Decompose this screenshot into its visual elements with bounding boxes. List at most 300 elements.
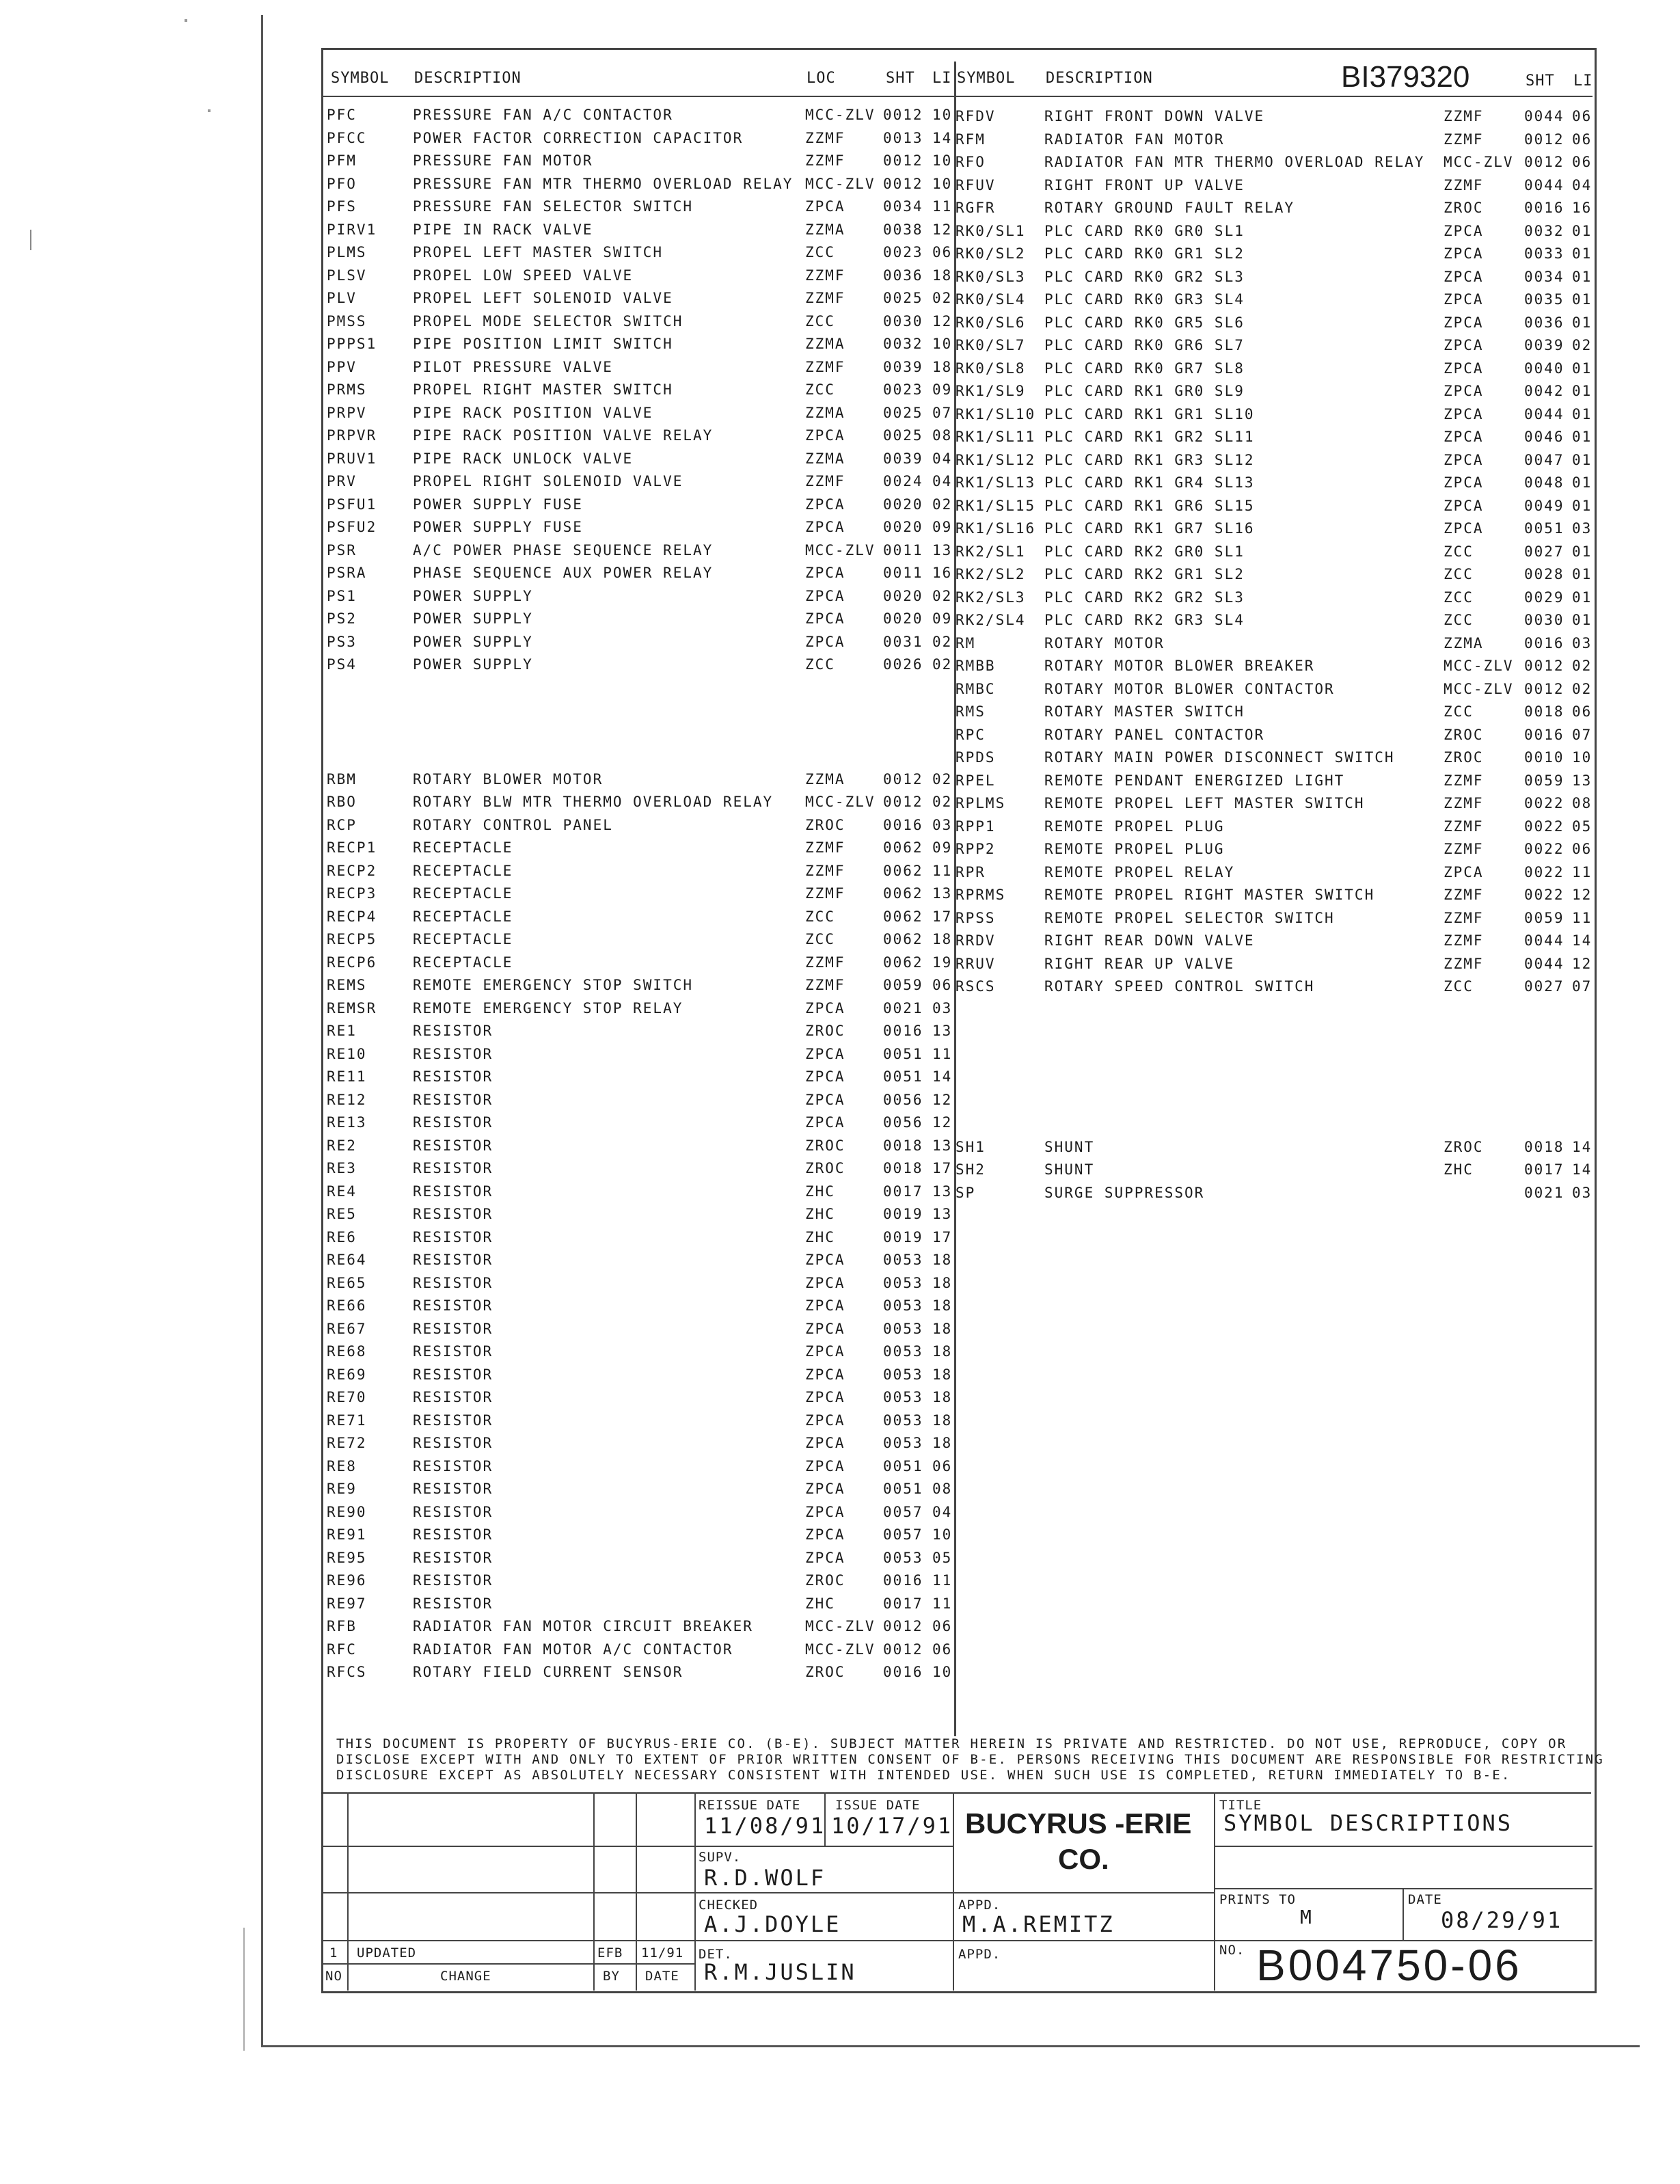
right-row-symbol: RK0/SL2 <box>956 245 1026 262</box>
left-row-sheet: 0013 <box>883 129 923 146</box>
right-row-description: REMOTE PROPEL SELECTOR SWITCH <box>1044 909 1335 926</box>
left-row-description: REMOTE EMERGENCY STOP RELAY <box>413 999 683 1016</box>
left-row-line: 18 <box>932 1252 953 1268</box>
right-row-location: ZHC <box>1444 1161 1474 1178</box>
left-row-description: RESISTOR <box>413 1160 493 1176</box>
left-row-description: ROTARY CONTROL PANEL <box>413 816 613 833</box>
right-row-symbol: RK1/SL13 <box>956 474 1036 491</box>
left-row-sheet: 0062 <box>883 954 923 971</box>
left-row-symbol: PSFU2 <box>327 519 377 535</box>
right-row-location: ZPCA <box>1444 360 1484 377</box>
left-row-line: 10 <box>932 152 953 169</box>
left-row-sheet: 0026 <box>883 656 923 673</box>
right-row-description: PLC CARD RK0 GR2 SL3 <box>1044 268 1245 285</box>
left-row-sheet: 0012 <box>883 175 923 192</box>
left-row-description: RADIATOR FAN MOTOR A/C CONTACTOR <box>413 1641 733 1658</box>
right-row-sheet: 0016 <box>1524 726 1564 743</box>
right-row-location: ZCC <box>1444 703 1474 720</box>
right-row-location: ZPCA <box>1444 520 1484 537</box>
left-row-description: RESISTOR <box>413 1572 493 1589</box>
tb-line <box>636 1792 637 1991</box>
left-row-location: ZCC <box>805 908 835 925</box>
right-row-location: ZZMF <box>1444 955 1484 972</box>
right-row-line: 11 <box>1572 909 1593 926</box>
left-row-line: 08 <box>932 427 953 444</box>
right-row-location: ZZMF <box>1444 176 1484 193</box>
left-row-line: 10 <box>932 175 953 192</box>
rev-no: 1 <box>329 1945 338 1960</box>
left-row-sheet: 0025 <box>883 290 923 306</box>
left-row-symbol: RE10 <box>327 1045 367 1062</box>
right-row-line: 01 <box>1572 589 1593 606</box>
right-row-description: PLC CARD RK1 GR4 SL13 <box>1044 474 1255 491</box>
rev-change: UPDATED <box>357 1945 417 1960</box>
left-row-symbol: RFCS <box>327 1664 367 1680</box>
left-row-location: ZZMF <box>805 358 845 375</box>
left-row-symbol: RFC <box>327 1641 357 1658</box>
right-row-sheet: 0027 <box>1524 543 1564 560</box>
right-row-sheet: 0044 <box>1524 176 1564 193</box>
date-value: 08/29/91 <box>1441 1907 1563 1933</box>
issue-date-label: ISSUE DATE <box>835 1798 921 1813</box>
right-row-location: ZZMF <box>1444 108 1484 124</box>
right-row-location: ZCC <box>1444 543 1474 560</box>
right-row-description: PLC CARD RK1 GR2 SL11 <box>1044 429 1255 445</box>
left-row-symbol: PS3 <box>327 633 357 650</box>
left-row-line: 02 <box>932 633 953 650</box>
right-row-line: 01 <box>1572 383 1593 399</box>
supv-label: SUPV. <box>699 1850 742 1865</box>
right-row-line: 01 <box>1572 612 1593 628</box>
header-li-left: LI <box>932 70 952 87</box>
right-row-sheet: 0022 <box>1524 818 1564 835</box>
left-row-description: RESISTOR <box>413 1366 493 1383</box>
right-row-location: ZZMF <box>1444 131 1484 148</box>
left-row-description: REMOTE EMERGENCY STOP SWITCH <box>413 977 694 993</box>
right-row-location: ZROC <box>1444 200 1484 216</box>
right-row-sheet: 0029 <box>1524 589 1564 606</box>
left-row-sheet: 0023 <box>883 244 923 260</box>
left-row-location: ZPCA <box>805 1435 845 1451</box>
right-row-line: 03 <box>1572 520 1593 537</box>
left-row-symbol: RE4 <box>327 1183 357 1200</box>
right-row-sheet: 0040 <box>1524 360 1564 377</box>
right-row-line: 12 <box>1572 955 1593 972</box>
right-row-symbol: RK1/SL12 <box>956 451 1036 468</box>
left-row-description: RECEPTACLE <box>413 931 513 947</box>
title-label: TITLE <box>1219 1798 1262 1813</box>
right-row-description: ROTARY MOTOR <box>1044 634 1165 651</box>
right-row-location: ZPCA <box>1444 497 1484 514</box>
left-row-description: RESISTOR <box>413 1274 493 1291</box>
header-sht-left: SHT <box>886 70 915 87</box>
right-row-line: 14 <box>1572 1138 1593 1155</box>
right-row-description: RIGHT FRONT DOWN VALVE <box>1044 108 1265 124</box>
right-row-line: 01 <box>1572 245 1593 262</box>
right-row-location: MCC-ZLV <box>1444 680 1514 697</box>
left-row-line: 18 <box>932 1435 953 1451</box>
left-row-symbol: PFCC <box>327 129 367 146</box>
left-row-symbol: REMSR <box>327 999 377 1016</box>
left-row-description: RESISTOR <box>413 1435 493 1451</box>
left-row-sheet: 0020 <box>883 519 923 535</box>
right-row-symbol: RPC <box>956 726 986 743</box>
right-row-line: 03 <box>1572 634 1593 651</box>
left-row-description: RESISTOR <box>413 1389 493 1405</box>
header-symbol-left: SYMBOL <box>331 70 390 87</box>
left-row-location: ZPCA <box>805 1252 845 1268</box>
prints-to-label: PRINTS TO <box>1219 1892 1296 1907</box>
right-row-sheet: 0018 <box>1524 1138 1564 1155</box>
right-row-line: 06 <box>1572 131 1593 148</box>
left-row-symbol: PSRA <box>327 565 367 581</box>
left-row-line: 13 <box>932 1206 953 1222</box>
left-row-description: RECEPTACLE <box>413 954 513 971</box>
right-row-location: ZZMA <box>1444 634 1484 651</box>
right-row-location: ZZMF <box>1444 887 1484 903</box>
left-row-location: ZCC <box>805 381 835 398</box>
left-row-description: RESISTOR <box>413 1595 493 1612</box>
prints-to: M <box>1300 1906 1314 1928</box>
right-row-line: 01 <box>1572 291 1593 308</box>
left-row-symbol: PFM <box>327 152 357 169</box>
scan-mark <box>30 230 31 250</box>
left-row-line: 18 <box>932 1366 953 1383</box>
left-row-symbol: RE66 <box>327 1297 367 1314</box>
right-row-sheet: 0012 <box>1524 131 1564 148</box>
right-row-line: 01 <box>1572 451 1593 468</box>
right-row-line: 01 <box>1572 429 1593 445</box>
left-row-symbol: RE72 <box>327 1435 367 1451</box>
right-row-line: 02 <box>1572 337 1593 353</box>
right-row-location: ZCC <box>1444 612 1474 628</box>
left-row-line: 18 <box>932 931 953 947</box>
left-row-description: RESISTOR <box>413 1091 493 1108</box>
left-row-line: 11 <box>932 1572 953 1589</box>
right-row-line: 01 <box>1572 405 1593 422</box>
right-row-description: SHUNT <box>1044 1161 1095 1178</box>
right-row-line: 01 <box>1572 222 1593 239</box>
right-row-sheet: 0022 <box>1524 863 1564 880</box>
right-row-symbol: RK1/SL10 <box>956 405 1036 422</box>
left-row-location: ZPCA <box>805 1481 845 1497</box>
right-row-symbol: RK2/SL3 <box>956 589 1026 606</box>
left-row-line: 18 <box>932 1297 953 1314</box>
left-row-line: 13 <box>932 885 953 902</box>
left-row-symbol: RE70 <box>327 1389 367 1405</box>
right-row-description: SURGE SUPPRESSOR <box>1044 1184 1205 1201</box>
left-row-line: 06 <box>932 977 953 993</box>
left-row-description: PRESSURE FAN MOTOR <box>413 152 593 169</box>
right-row-sheet: 0044 <box>1524 932 1564 949</box>
left-row-symbol: RECP6 <box>327 954 377 971</box>
right-row-sheet: 0022 <box>1524 795 1564 811</box>
left-row-symbol: PRUV1 <box>327 450 377 467</box>
right-row-sheet: 0010 <box>1524 749 1564 766</box>
left-row-line: 02 <box>932 496 953 513</box>
rev-date: 11/91 <box>641 1945 684 1960</box>
left-row-line: 19 <box>932 954 953 971</box>
right-row-location: ZZMF <box>1444 932 1484 949</box>
left-row-location: ZPCA <box>805 496 845 513</box>
left-row-symbol: PS2 <box>327 610 357 627</box>
left-row-location: ZPCA <box>805 1549 845 1566</box>
left-row-description: PIPE POSITION LIMIT SWITCH <box>413 336 673 352</box>
left-row-location: ZZMA <box>805 336 845 352</box>
left-row-description: POWER SUPPLY <box>413 633 533 650</box>
right-row-symbol: SH2 <box>956 1161 986 1178</box>
left-row-sheet: 0062 <box>883 862 923 879</box>
right-row-line: 06 <box>1572 703 1593 720</box>
right-row-line: 13 <box>1572 772 1593 789</box>
right-row-description: ROTARY GROUND FAULT RELAY <box>1044 200 1295 216</box>
left-row-line: 12 <box>932 221 953 238</box>
left-row-location: ZPCA <box>805 1045 845 1062</box>
right-row-sheet: 0051 <box>1524 520 1564 537</box>
left-row-description: RESISTOR <box>413 1068 493 1085</box>
left-row-description: PIPE IN RACK VALVE <box>413 221 593 238</box>
right-row-location: ZPCA <box>1444 245 1484 262</box>
left-row-description: RESISTOR <box>413 1252 493 1268</box>
left-row-symbol: RFB <box>327 1618 357 1634</box>
right-row-line: 02 <box>1572 680 1593 697</box>
left-row-line: 04 <box>932 473 953 489</box>
tb-line <box>1214 1888 1593 1889</box>
left-row-sheet: 0012 <box>883 1618 923 1634</box>
right-row-sheet: 0012 <box>1524 680 1564 697</box>
right-row-line: 14 <box>1572 1161 1593 1178</box>
left-row-description: RECEPTACLE <box>413 862 513 879</box>
right-row-symbol: RPEL <box>956 772 996 789</box>
tb-line <box>321 1892 1214 1893</box>
right-row-sheet: 0021 <box>1524 1184 1564 1201</box>
left-row-symbol: RECP4 <box>327 908 377 925</box>
left-row-sheet: 0012 <box>883 770 923 787</box>
right-row-description: PLC CARD RK2 GR3 SL4 <box>1044 612 1245 628</box>
left-row-line: 17 <box>932 1160 953 1176</box>
left-row-description: PROPEL RIGHT SOLENOID VALVE <box>413 473 683 489</box>
right-row-symbol: RK1/SL16 <box>956 520 1036 537</box>
left-row-sheet: 0053 <box>883 1549 923 1566</box>
header-loc-left: LOC <box>807 70 836 87</box>
left-row-line: 18 <box>932 1274 953 1291</box>
right-row-sheet: 0059 <box>1524 909 1564 926</box>
left-row-location: ZPCA <box>805 1389 845 1405</box>
left-row-sheet: 0053 <box>883 1274 923 1291</box>
left-row-sheet: 0031 <box>883 633 923 650</box>
right-row-line: 01 <box>1572 268 1593 285</box>
left-row-description: PIPE RACK POSITION VALVE RELAY <box>413 427 714 444</box>
right-row-line: 01 <box>1572 474 1593 491</box>
left-row-line: 02 <box>932 290 953 306</box>
left-row-description: PROPEL MODE SELECTOR SWITCH <box>413 312 683 329</box>
right-row-location: ZCC <box>1444 978 1474 995</box>
left-row-location: ZPCA <box>805 633 845 650</box>
left-row-symbol: RBM <box>327 770 357 787</box>
left-row-line: 18 <box>932 1320 953 1337</box>
scan-speck <box>208 109 211 112</box>
right-row-location: ZCC <box>1444 589 1474 606</box>
right-row-symbol: RK0/SL7 <box>956 337 1026 353</box>
left-row-description: RESISTOR <box>413 1526 493 1543</box>
right-row-description: PLC CARD RK2 GR1 SL2 <box>1044 566 1245 582</box>
right-row-description: REMOTE PENDANT ENERGIZED LIGHT <box>1044 772 1345 789</box>
left-row-symbol: PFO <box>327 175 357 192</box>
reissue-date: 11/08/91 <box>704 1813 826 1839</box>
left-row-sheet: 0051 <box>883 1068 923 1085</box>
left-row-line: 13 <box>932 541 953 558</box>
left-row-symbol: PRV <box>327 473 357 489</box>
drawing-title: SYMBOL DESCRIPTIONS <box>1223 1810 1513 1836</box>
left-row-location: MCC-ZLV <box>805 794 876 810</box>
right-row-symbol: RSCS <box>956 978 996 995</box>
right-row-symbol: RRDV <box>956 932 996 949</box>
left-row-line: 06 <box>932 1641 953 1658</box>
right-row-line: 14 <box>1572 932 1593 949</box>
left-row-sheet: 0011 <box>883 541 923 558</box>
left-row-symbol: RE96 <box>327 1572 367 1589</box>
left-row-line: 18 <box>932 358 953 375</box>
right-row-location: ZROC <box>1444 726 1484 743</box>
right-row-line: 08 <box>1572 795 1593 811</box>
left-row-description: POWER SUPPLY <box>413 610 533 627</box>
checked-name: A.J.DOYLE <box>704 1911 841 1937</box>
left-row-line: 10 <box>932 1526 953 1543</box>
header-symbol-right: SYMBOL <box>957 70 1016 87</box>
left-row-symbol: RE9 <box>327 1481 357 1497</box>
left-row-symbol: RECP3 <box>327 885 377 902</box>
right-row-description: PLC CARD RK1 GR3 SL12 <box>1044 451 1255 468</box>
left-row-description: POWER SUPPLY <box>413 656 533 673</box>
left-row-sheet: 0020 <box>883 587 923 604</box>
left-row-sheet: 0024 <box>883 473 923 489</box>
date-label: DATE <box>1408 1892 1442 1907</box>
left-row-description: RESISTOR <box>413 1481 493 1497</box>
right-row-sheet: 0033 <box>1524 245 1564 262</box>
left-row-location: MCC-ZLV <box>805 1618 876 1634</box>
right-row-location: ZZMF <box>1444 795 1484 811</box>
left-row-location: ZPCA <box>805 198 845 215</box>
left-row-location: ZROC <box>805 1664 845 1680</box>
right-row-sheet: 0044 <box>1524 108 1564 124</box>
left-row-line: 03 <box>932 816 953 833</box>
left-row-sheet: 0057 <box>883 1526 923 1543</box>
left-row-location: ZPCA <box>805 1114 845 1131</box>
right-row-sheet: 0042 <box>1524 383 1564 399</box>
tb-line <box>593 1792 595 1991</box>
left-row-symbol: RECP1 <box>327 839 377 856</box>
left-row-location: ZROC <box>805 1160 845 1176</box>
right-row-description: ROTARY MASTER SWITCH <box>1044 703 1245 720</box>
left-row-line: 05 <box>932 1549 953 1566</box>
left-row-location: MCC-ZLV <box>805 175 876 192</box>
right-row-sheet: 0022 <box>1524 887 1564 903</box>
supv-name: R.D.WOLF <box>704 1865 826 1891</box>
right-row-description: RIGHT REAR UP VALVE <box>1044 955 1235 972</box>
left-row-description: RESISTOR <box>413 1228 493 1245</box>
left-row-line: 10 <box>932 107 953 123</box>
tb-line <box>694 1792 696 1991</box>
left-row-symbol: PLSV <box>327 267 367 284</box>
left-row-sheet: 0039 <box>883 450 923 467</box>
right-row-symbol: RK1/SL9 <box>956 383 1026 399</box>
left-row-symbol: RE69 <box>327 1366 367 1383</box>
right-row-sheet: 0017 <box>1524 1161 1564 1178</box>
right-row-sheet: 0047 <box>1524 451 1564 468</box>
right-row-sheet: 0044 <box>1524 405 1564 422</box>
left-row-symbol: RE12 <box>327 1091 367 1108</box>
right-row-location: ZPCA <box>1444 474 1484 491</box>
no-label: NO. <box>1219 1943 1245 1958</box>
left-row-location: ZZMA <box>805 221 845 238</box>
header-li-right: LI <box>1573 72 1593 90</box>
left-row-line: 02 <box>932 587 953 604</box>
right-row-description: ROTARY MOTOR BLOWER BREAKER <box>1044 658 1315 674</box>
left-row-location: ZROC <box>805 1137 845 1154</box>
tb-line <box>347 1792 349 1991</box>
left-row-symbol: REMS <box>327 977 367 993</box>
scan-mark <box>243 1928 245 2051</box>
left-row-symbol: RE91 <box>327 1526 367 1543</box>
left-row-description: RESISTOR <box>413 1023 493 1039</box>
left-row-symbol: PLMS <box>327 244 367 260</box>
left-row-line: 18 <box>932 1389 953 1405</box>
left-row-sheet: 0032 <box>883 336 923 352</box>
tb-line <box>953 1792 954 1991</box>
col-date: DATE <box>645 1969 679 1984</box>
right-row-description: PLC CARD RK0 GR0 SL1 <box>1044 222 1245 239</box>
right-row-line: 07 <box>1572 726 1593 743</box>
left-row-location: ZZMF <box>805 473 845 489</box>
left-row-symbol: RE8 <box>327 1457 357 1474</box>
left-row-location: ZZMF <box>805 267 845 284</box>
left-row-sheet: 0017 <box>883 1183 923 1200</box>
left-row-line: 12 <box>932 1114 953 1131</box>
right-row-line: 07 <box>1572 978 1593 995</box>
header-sht-right: SHT <box>1526 72 1555 90</box>
col-change: CHANGE <box>440 1969 491 1984</box>
left-row-description: RESISTOR <box>413 1457 493 1474</box>
left-row-location: ZPCA <box>805 1320 845 1337</box>
left-row-symbol: PSR <box>327 541 357 558</box>
right-row-description: REMOTE PROPEL RELAY <box>1044 863 1235 880</box>
left-row-symbol: PRPV <box>327 404 367 421</box>
left-row-symbol: PMSS <box>327 312 367 329</box>
right-row-location: ZPCA <box>1444 451 1484 468</box>
left-row-location: ZPCA <box>805 1412 845 1429</box>
right-row-sheet: 0022 <box>1524 841 1564 857</box>
right-row-line: 06 <box>1572 108 1593 124</box>
left-row-symbol: RBO <box>327 794 357 810</box>
left-row-sheet: 0053 <box>883 1366 923 1383</box>
left-row-location: ZZMA <box>805 770 845 787</box>
right-row-symbol: RFO <box>956 154 986 170</box>
left-row-sheet: 0039 <box>883 358 923 375</box>
left-row-symbol: RE6 <box>327 1228 357 1245</box>
left-row-location: ZZMF <box>805 152 845 169</box>
right-row-description: ROTARY PANEL CONTACTOR <box>1044 726 1265 743</box>
left-row-symbol: PPV <box>327 358 357 375</box>
right-row-symbol: RFUV <box>956 176 996 193</box>
left-row-symbol: RCP <box>327 816 357 833</box>
left-row-location: ZZMF <box>805 977 845 993</box>
left-row-sheet: 0011 <box>883 565 923 581</box>
left-row-symbol: PRPVR <box>327 427 377 444</box>
left-row-line: 08 <box>932 1481 953 1497</box>
left-row-location: ZZMF <box>805 862 845 879</box>
left-row-sheet: 0053 <box>883 1343 923 1360</box>
left-row-line: 06 <box>932 1457 953 1474</box>
